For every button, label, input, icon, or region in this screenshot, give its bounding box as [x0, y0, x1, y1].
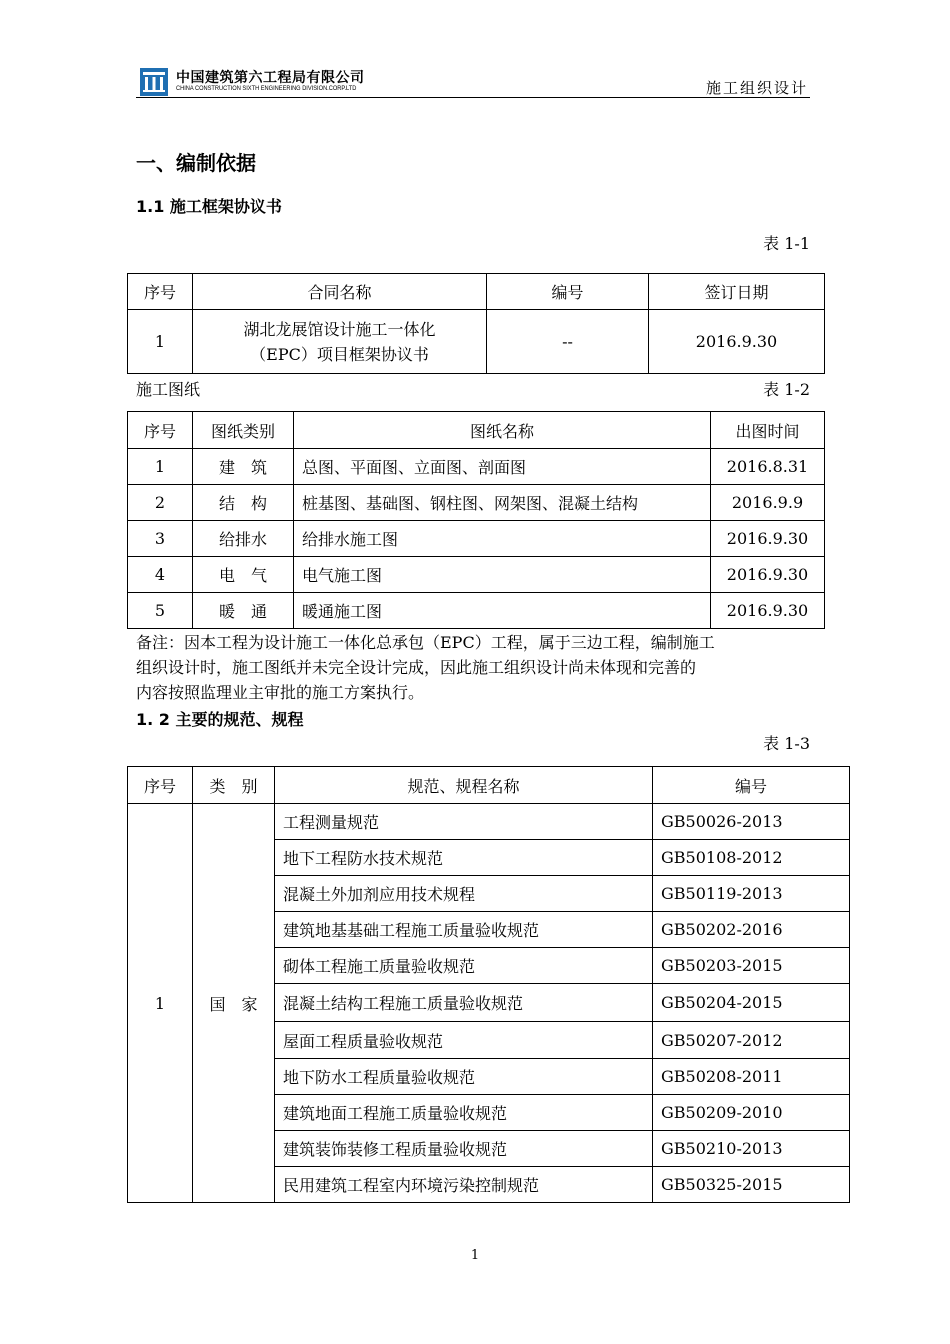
- drawing-category: 电 气: [193, 557, 294, 593]
- standard-code: GB50210-2013: [653, 1131, 850, 1167]
- contract-name: [193, 310, 487, 374]
- table-row: [128, 557, 825, 593]
- standard-name: 建筑地基基础工程施工质量验收规范: [275, 912, 653, 948]
- header-divider: [136, 97, 810, 98]
- drawings-note: [136, 630, 816, 705]
- standard-name: 民用建筑工程室内环境污染控制规范: [275, 1167, 653, 1203]
- header-cell: 序号: [128, 412, 193, 449]
- table-header-row: [128, 767, 850, 804]
- company-name-en: CHINA CONSTRUCTION SIXTH ENGINEERING DIVISION.CORP.LTD: [176, 85, 357, 92]
- drawing-name: 电气施工图: [294, 557, 711, 593]
- row-number: 1: [128, 310, 193, 374]
- table-row: [128, 449, 825, 485]
- standard-name: 建筑地面工程施工质量验收规范: [275, 1095, 653, 1131]
- standard-name: 屋面工程质量验收规范: [275, 1022, 653, 1059]
- row-number: 1: [128, 449, 193, 485]
- standard-code: GB50108-2012: [653, 840, 850, 876]
- standard-name: 砌体工程施工质量验收规范: [275, 948, 653, 984]
- drawing-category: 建 筑: [193, 449, 294, 485]
- drawing-date: 2016.9.30: [711, 593, 825, 629]
- group-number: 1: [128, 804, 193, 1203]
- standard-code: GB50026-2013: [653, 804, 850, 840]
- standard-name: 地下工程防水技术规范: [275, 840, 653, 876]
- drawing-date: 2016.8.31: [711, 449, 825, 485]
- standard-code: GB50208-2011: [653, 1059, 850, 1095]
- drawing-name: 给排水施工图: [294, 521, 711, 557]
- standards-table: [127, 766, 850, 1203]
- drawing-date: 2016.9.30: [711, 521, 825, 557]
- header-cell: 序号: [128, 767, 193, 804]
- subsection-title-1-1: 1.1 施工框架协议书: [136, 197, 282, 216]
- note-line: 内容按照监理业主审批的施工方案执行。: [136, 683, 425, 702]
- row-number: 4: [128, 557, 193, 593]
- table-row: [128, 521, 825, 557]
- company-name-cn: 中国建筑第六工程局有限公司: [176, 70, 365, 86]
- table-label-1-3: 表 1-3: [763, 734, 810, 753]
- page-number: 1: [470, 1248, 480, 1263]
- standard-name: 混凝土外加剂应用技术规程: [275, 876, 653, 912]
- header-cell: 出图时间: [711, 412, 825, 449]
- contract-code: --: [487, 310, 649, 374]
- drawing-name: 暖通施工图: [294, 593, 711, 629]
- row-number: 2: [128, 485, 193, 521]
- contract-table: [127, 273, 825, 374]
- standard-name: 建筑装饰装修工程质量验收规范: [275, 1131, 653, 1167]
- section-title: 一、编制依据: [136, 151, 256, 175]
- table-row: [128, 485, 825, 521]
- table-label-1-2: 表 1-2: [763, 380, 810, 399]
- contract-name-line1: 湖北龙展馆设计施工一体化: [243, 319, 436, 339]
- standard-code: GB50202-2016: [653, 912, 850, 948]
- subsection-title-1-2: 1. 2 主要的规范、规程: [136, 710, 304, 729]
- standard-name: 工程测量规范: [275, 804, 653, 840]
- row-number: 3: [128, 521, 193, 557]
- table-header-row: [128, 412, 825, 449]
- header-cell: 类 别: [193, 767, 275, 804]
- standard-code: GB50204-2015: [653, 984, 850, 1022]
- standard-name: 混凝土结构工程施工质量验收规范: [275, 984, 653, 1022]
- standard-code: GB50207-2012: [653, 1022, 850, 1059]
- drawings-caption: 施工图纸: [136, 380, 201, 399]
- standard-code: GB50325-2015: [653, 1167, 850, 1203]
- table-row: [128, 310, 825, 374]
- header-cell: 签订日期: [649, 274, 825, 310]
- header-cell: 编号: [487, 274, 649, 310]
- header-cell: 规范、规程名称: [275, 767, 653, 804]
- drawing-category: 结 构: [193, 485, 294, 521]
- drawing-date: 2016.9.30: [711, 557, 825, 593]
- header-cell: 图纸类别: [193, 412, 294, 449]
- table-label-1-1: 表 1-1: [763, 234, 810, 253]
- table-row: [128, 593, 825, 629]
- note-line: 备注：因本工程为设计施工一体化总承包（EPC）工程，属于三边工程，编制施工: [136, 633, 715, 652]
- drawing-name: 桩基图、基础图、钢柱图、网架图、混凝土结构: [294, 485, 711, 521]
- document-title: 施工组织设计: [705, 79, 808, 97]
- drawing-name: 总图、平面图、立面图、剖面图: [294, 449, 711, 485]
- standard-name: 地下防水工程质量验收规范: [275, 1059, 653, 1095]
- table-header-row: [128, 274, 825, 310]
- group-category: 国 家: [193, 804, 275, 1203]
- header-cell: 编号: [653, 767, 850, 804]
- note-line: 组织设计时，施工图纸并未完全设计完成，因此施工组织设计尚未体现和完善的: [136, 658, 697, 677]
- standard-code: GB50209-2010: [653, 1095, 850, 1131]
- contract-name-line2: （EPC）项目框架协议书: [250, 344, 429, 364]
- drawing-date: 2016.9.9: [711, 485, 825, 521]
- standard-code: GB50203-2015: [653, 948, 850, 984]
- drawings-table: [127, 411, 825, 629]
- header-cell: 合同名称: [193, 274, 487, 310]
- cscec-logo-icon: [140, 68, 168, 96]
- row-number: 5: [128, 593, 193, 629]
- drawing-category: 暖 通: [193, 593, 294, 629]
- drawing-category: 给排水: [193, 521, 294, 557]
- table-row: [128, 804, 850, 840]
- header-cell: 序号: [128, 274, 193, 310]
- standard-code: GB50119-2013: [653, 876, 850, 912]
- contract-date: 2016.9.30: [649, 310, 825, 374]
- header-cell: 图纸名称: [294, 412, 711, 449]
